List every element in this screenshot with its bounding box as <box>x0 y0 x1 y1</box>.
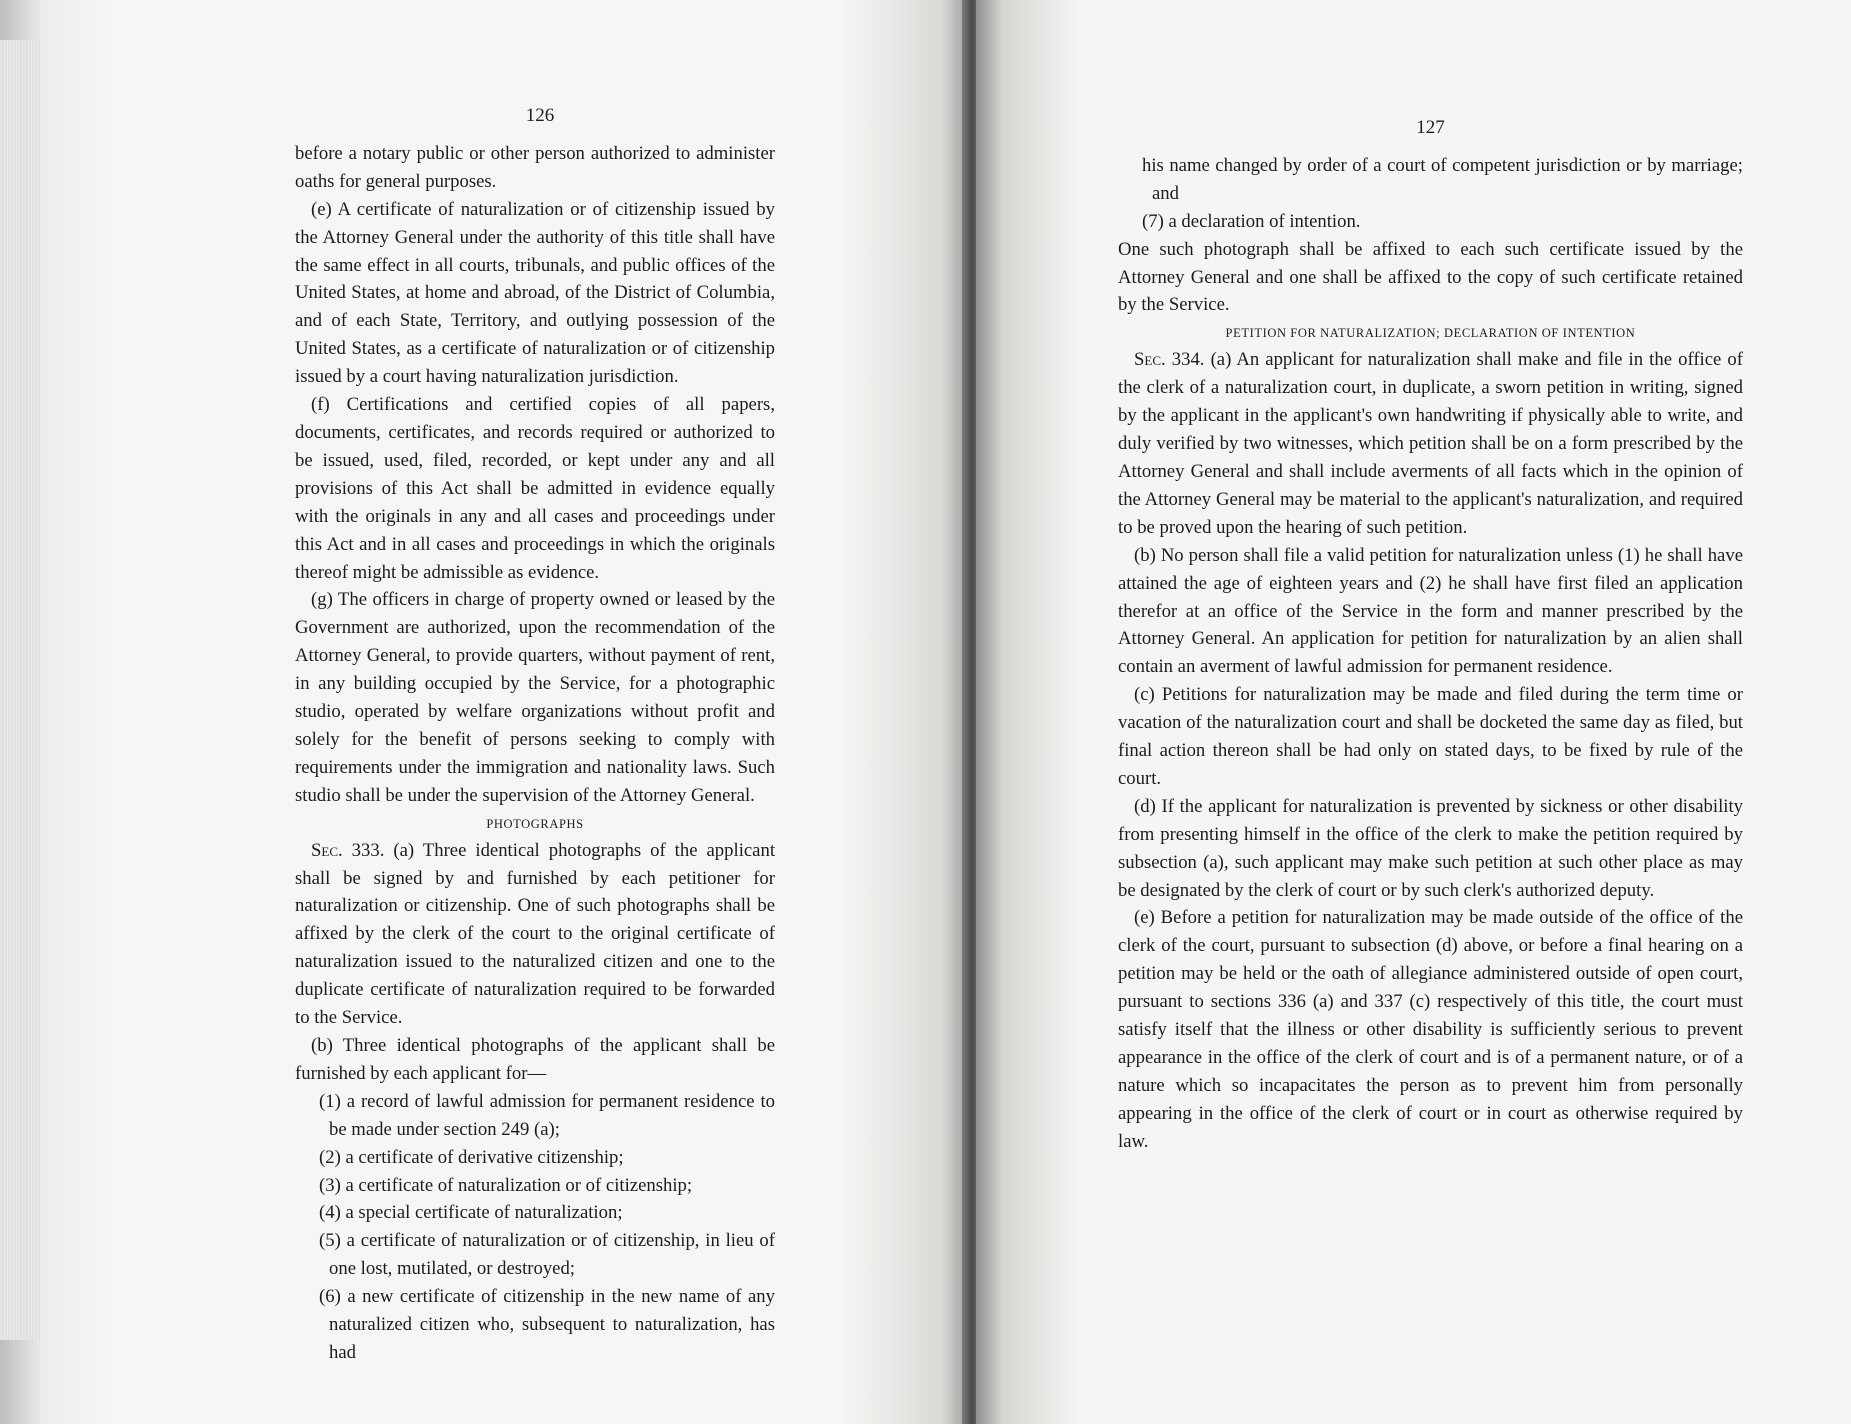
paragraph: One such photograph shall be affixed to each such certificate issued by the Attorney General and one shall be affixed to the copy of such certificate retained by the Service. <box>1118 238 1743 316</box>
left-page <box>40 0 970 1424</box>
paragraph: (c) Petitions for naturalization may be made and filed during the term time or vacation of the naturalization court and shall be docketed the same day as filed, but final action thereon shall be had only on stated days, to be fixed by rule of the court. <box>1118 684 1743 789</box>
section-label: Sec. 333. <box>311 839 385 861</box>
paragraph: before a notary public or other person authorized to administer oaths for general purposes. <box>295 142 775 192</box>
list-item: (2) a certificate of derivative citizenship; <box>319 1146 624 1168</box>
paragraph <box>295 837 775 1032</box>
paragraph: (e) Before a petition for naturalization may be made outside of the office of the clerk of the court, pursuant to subsection (d) above, or before a final hearing on a petition may be held or the oath of allegiance administered outside of open court, pursuant to sections 336 (a) and 337 (c) respectively of this title, the court must satisfy itself that the illness or other disability is sufficiently serious to prevent appearance in the office of the clerk of court and is of a permanent nature, or of a nature which so incapacitates the person as to prevent him from personally appearing in the office of the clerk of court or in court as otherwise required by law. <box>1118 907 1743 1152</box>
paragraph: (d) If the applicant for naturalization is prevented by sickness or other disability from presenting himself in the office of the clerk to make the petition required by subsection (a), such applicant may make such petition at such other place as may be designated by the clerk of court or by such clerk's authorized deputy. <box>1118 795 1743 901</box>
section-heading: PETITION FOR NATURALIZATION; DECLARATION OF INTENTION <box>1225 326 1636 341</box>
paragraph-text: (a) Three identical photographs of the applicant shall be signed by and furnished by each petitioner for naturalization or citizenship. One of such photographs shall be affixed by the clerk of the court to the original certificate of naturalization issued to the naturalized citizen and one to the duplicate certificate of naturalization required to be forwarded to the Service. <box>295 839 776 1029</box>
paragraph: (e) A certificate of naturalization or of citizenship issued by the Attorney General under the authority of this title shall have the same effect in all courts, tribunals, and public offices of the United States, at home and abroad, of the District of Columbia, and of each State, Territory, and outlying possession of the United States, as a certificate of naturalization or of citizenship issued by a court having naturalization jurisdiction. <box>295 198 775 388</box>
paragraph: (b) Three identical photographs of the applicant shall be furnished by each applicant for— <box>295 1035 775 1084</box>
section-heading: PHOTOGRAPHS <box>486 816 584 831</box>
list-item: (3) a certificate of naturalization or of citizenship; <box>319 1174 693 1196</box>
page-number: 127 <box>1416 117 1445 138</box>
section-label: Sec. 334. <box>1134 349 1205 371</box>
paragraph: (b) No person shall file a valid petition for naturalization unless (1) he shall have attained the age of eighteen years and (2) he shall have first filed an application therefor at an office of the Service in the form and manner prescribed by the Attorney General. An application for petition for naturalization by an alien shall contain an averment of lawful admission for permanent residence. <box>1118 544 1743 678</box>
paragraph: (f) Certifications and certified copies of all papers, documents, certificates, and records required or authorized to be issued, used, filed, recorded, or kept under any and all provisions of this Act shall be admitted in evidence equally with the originals in any and all cases and proceedings under this Act and in all cases and proceedings in which the originals thereof might be admissible as evidence. <box>295 394 775 583</box>
list-item: his name changed by order of a court of competent jurisdiction or by marriage; and <box>1142 154 1743 204</box>
right-page <box>976 0 1851 1424</box>
list-item: (4) a special certificate of naturalization; <box>319 1202 623 1224</box>
right-page-text <box>976 0 1851 1424</box>
list-item: (1) a record of lawful admission for permanent residence to be made under section 249 (a); <box>319 1090 775 1140</box>
list-item: (6) a new certificate of citizenship in the new name of any naturalized citizen who, subsequent to naturalization, has had <box>319 1286 775 1363</box>
list-item: (5) a certificate of naturalization or of citizenship, in lieu of one lost, mutilated, or destroyed; <box>319 1230 775 1280</box>
list-item: (7) a declaration of intention. <box>1142 210 1361 232</box>
left-page-text <box>40 0 970 1424</box>
paragraph <box>1118 346 1743 541</box>
paragraph-text: (a) An applicant for naturalization shall make and file in the office of the clerk of a naturalization court, in duplicate, a sworn petition in writing, signed by the applicant in the applicant's own handwriting if physically able to write, and duly verified by two witnesses, which petition shall be on a form prescribed by the Attorney General and shall include averments of all facts which in the opinion of the Attorney General may be material to the applicant's naturalization, and required to be proved upon the hearing of such petition. <box>1118 349 1743 538</box>
page-edges <box>0 40 44 1340</box>
paragraph: (g) The officers in charge of property owned or leased by the Government are authorized, upon the recommendation of the Attorney General, to provide quarters, without payment of rent, in any building occupied by the Service, for a photographic studio, operated by welfare organizations without profit and solely for the benefit of persons seeking to comply with requirements under the immigration and nationality laws. Such studio shall be under the supervision of the Attorney General. <box>295 589 775 806</box>
page-number: 126 <box>525 105 555 126</box>
